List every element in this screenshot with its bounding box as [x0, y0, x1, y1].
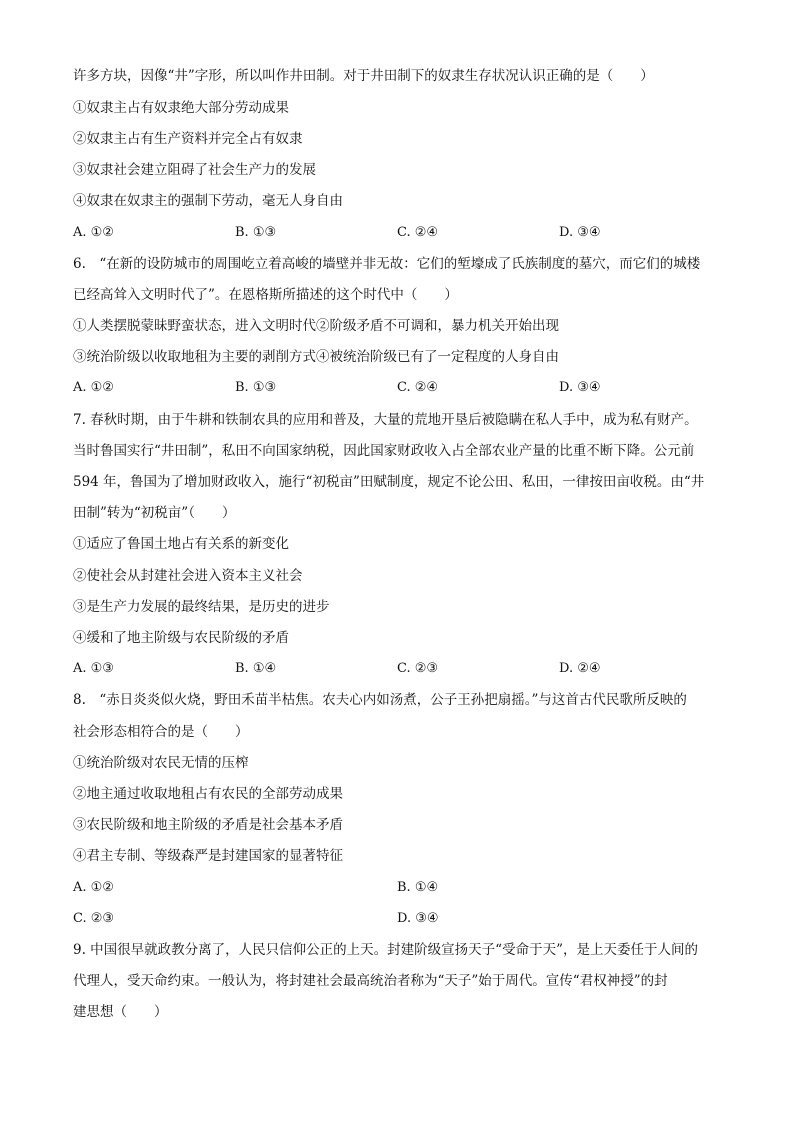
q8-option-d[interactable]: D. ③④ [397, 911, 439, 926]
q6-option-d[interactable]: D. ③④ [559, 380, 601, 395]
q9-stem-line-2: 代理人，受天命约束。一般认为，将封建社会最高统治者称为“天子”始于周代。宣传“君权神授”的封 [73, 973, 668, 989]
q6-statements-line-1: ①人类摆脱蒙昧野蛮状态，进入文明时代②阶级矛盾不可调和，暴力机关开始出现 [73, 318, 559, 334]
q8-statement-1: ①统治阶级对农民无情的压榨 [73, 755, 249, 771]
q8-statement-3: ③农民阶级和地主阶级的矛盾是社会基本矛盾 [73, 817, 343, 833]
q6-option-a[interactable]: A. ①② [73, 380, 114, 395]
q8-stem-line-2: 社会形态相符合的是（ ） [73, 724, 249, 740]
q6-option-b[interactable]: B. ①③ [235, 380, 277, 395]
q9-stem-line-1: 9. 中国很早就政教分离了，人民只信仰公正的上天。封建阶级宣扬天子“受命于天”，是上天委任于人间的 [73, 942, 698, 958]
q7-statement-2: ②使社会从封建社会进入资本主义社会 [73, 568, 303, 584]
q6-option-c[interactable]: C. ②④ [397, 380, 439, 395]
q5-option-c[interactable]: C. ②④ [397, 225, 439, 240]
q5-stem-line: 许多方块，因像“井”字形，所以叫作井田制。对于井田制下的奴隶生存状况认识正确的是（ ） [73, 68, 654, 84]
q8-option-b[interactable]: B. ①④ [397, 880, 439, 895]
q7-option-c[interactable]: C. ②③ [397, 661, 439, 676]
q5-option-b[interactable]: B. ①③ [235, 225, 277, 240]
q7-statement-4: ④缓和了地主阶级与农民阶级的矛盾 [73, 630, 289, 646]
q6-stem-line-2: 已经高耸入文明时代了”。在恩格斯所描述的这个时代中（ ） [73, 287, 458, 303]
q6-options [73, 378, 733, 398]
q6-stem-line-1: 6. “在新的设防城市的周围屹立着高峻的墙壁并非无故：它们的堑壕成了氏族制度的墓穴，而它们的城楼 [73, 256, 701, 272]
q8-option-c[interactable]: C. ②③ [73, 911, 115, 926]
q5-option-d[interactable]: D. ③④ [559, 225, 601, 240]
q5-options [73, 223, 733, 243]
q9-stem-line-3: 建思想（ ） [73, 1004, 168, 1020]
q5-option-a[interactable]: A. ①② [73, 225, 114, 240]
q8-statement-4: ④君主专制、等级森严是封建国家的显著特征 [73, 848, 343, 864]
q5-statement-4: ④奴隶在奴隶主的强制下劳动，毫无人身自由 [73, 193, 343, 209]
q8-option-a[interactable]: A. ①② [73, 880, 114, 895]
q6-statements-line-2: ③统治阶级以收取地租为主要的剥削方式④被统治阶级已有了一定程度的人身自由 [73, 349, 559, 365]
q7-stem-line-3: 594 年，鲁国为了增加财政收入，施行“初税亩”田赋制度，规定不论公田、私田，一律按田亩收税。由“井 [73, 474, 705, 490]
q7-stem-line-2: 当时鲁国实行“井田制”，私田不向国家纳税，因此国家财政收入占全部农业产量的比重不断下降。公元前 [73, 443, 695, 459]
q7-stem-line-1: 7. 春秋时期，由于牛耕和铁制农具的应用和普及，大量的荒地开垦后被隐瞒在私人手中，成为私有财产。 [73, 412, 698, 428]
q8-stem-line-1: 8. “赤日炎炎似火烧，野田禾苗半枯焦。农夫心内如汤煮，公子王孙把扇摇。”与这首古代民歌所反映的 [73, 692, 687, 708]
q7-statement-3: ③是生产力发展的最终结果，是历史的进步 [73, 599, 330, 615]
q8-statement-2: ②地主通过收取地租占有农民的全部劳动成果 [73, 786, 343, 802]
q7-options [73, 659, 733, 679]
q8-options-row-1 [73, 878, 733, 898]
q8-options-row-2 [73, 909, 733, 929]
q7-statement-1: ①适应了鲁国土地占有关系的新变化 [73, 536, 289, 552]
q7-option-a[interactable]: A. ①③ [73, 661, 114, 676]
q7-option-b[interactable]: B. ①④ [235, 661, 277, 676]
q7-option-d[interactable]: D. ②④ [559, 661, 601, 676]
q5-statement-3: ③奴隶社会建立阻碍了社会生产力的发展 [73, 162, 316, 178]
q7-stem-line-4: 田制”转为“初税亩”（ ） [73, 505, 236, 521]
q5-statement-2: ②奴隶主占有生产资料并完全占有奴隶 [73, 131, 303, 147]
q5-statement-1: ①奴隶主占有奴隶绝大部分劳动成果 [73, 100, 289, 116]
